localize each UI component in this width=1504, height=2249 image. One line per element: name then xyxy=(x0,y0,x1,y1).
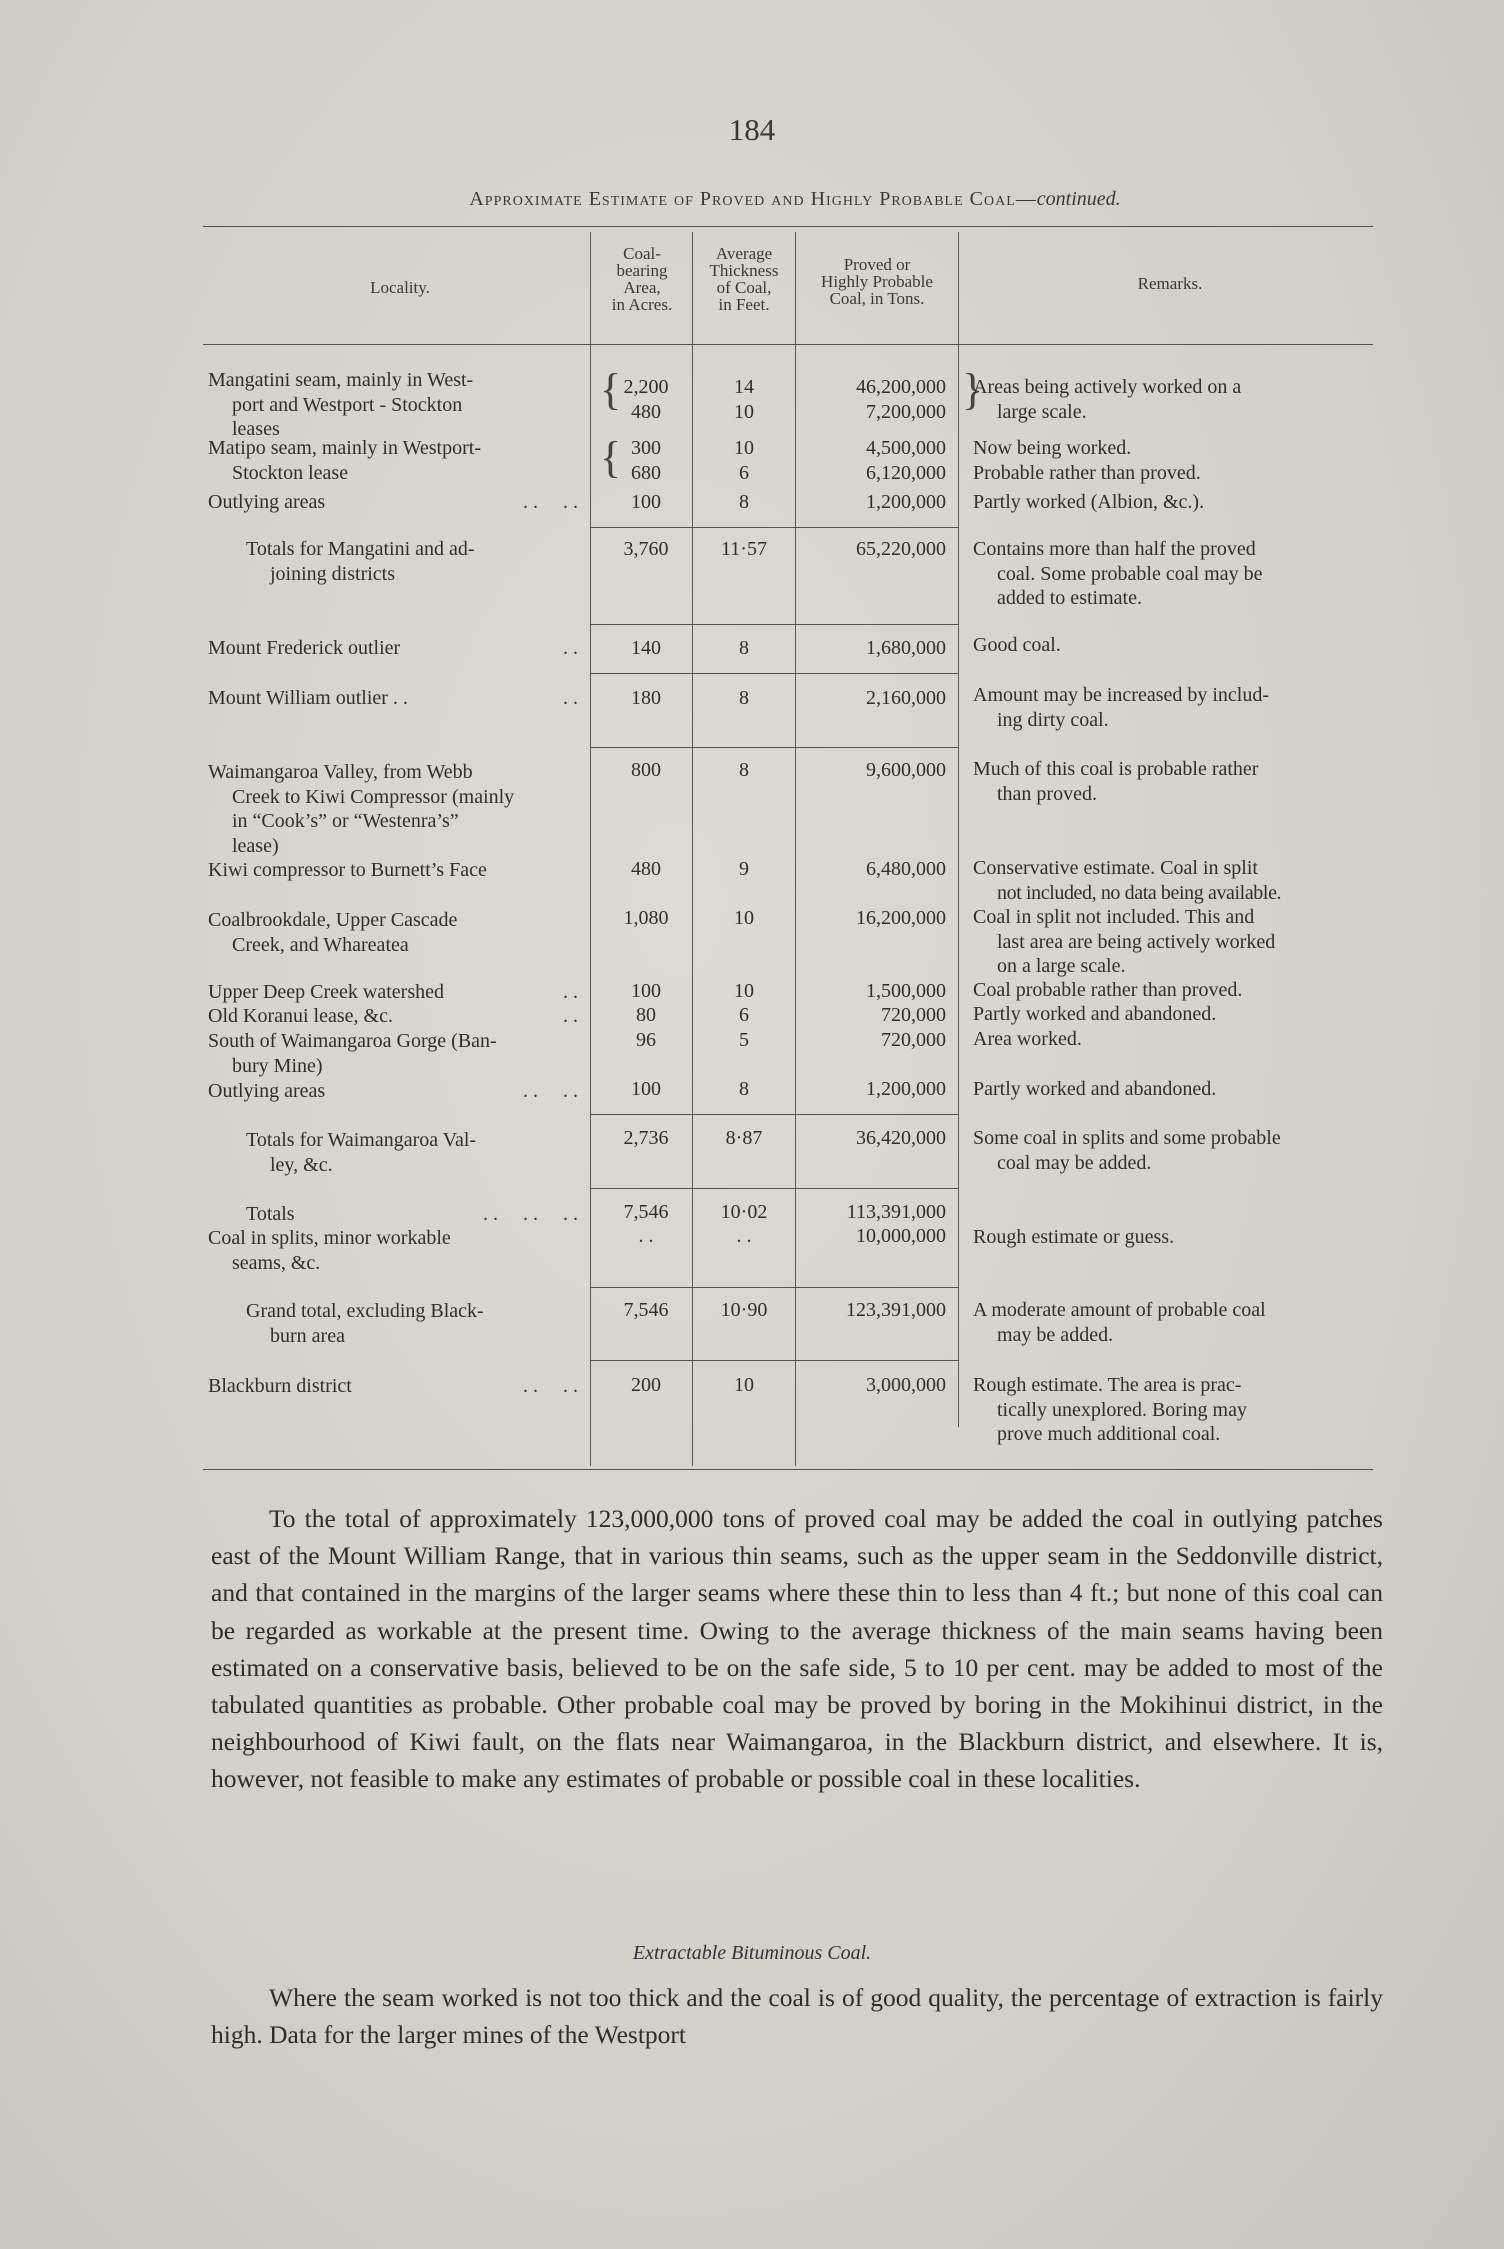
locality-line: Totals xyxy=(246,1203,295,1225)
remarks-line: last area are being actively worked xyxy=(997,930,1276,953)
page-number: 184 xyxy=(728,112,776,147)
area-value: 480 xyxy=(631,400,661,423)
row-deepcreek-thickness: 10 xyxy=(734,980,754,1002)
locality-line: Grand total, excluding Black- xyxy=(246,1300,484,1322)
leader-dots: . . . . xyxy=(523,1080,578,1102)
section-subheading: Extractable Bituminous Coal. xyxy=(632,1942,872,1964)
remarks-line: coal may be added. xyxy=(997,1151,1152,1174)
locality-line: Creek to Kiwi Compressor (mainly xyxy=(232,785,515,808)
rule-frederick-top xyxy=(590,624,958,625)
row-splits-tons: 10,000,000 xyxy=(856,1225,946,1247)
thickness-value: 10 xyxy=(734,400,754,423)
row-deepcreek-locality xyxy=(208,980,578,1005)
row-blackburn-tons: 3,000,000 xyxy=(866,1374,946,1396)
row-william-tons: 2,160,000 xyxy=(866,687,946,709)
table-bottom-rule xyxy=(203,1469,1373,1470)
row-deepcreek-tons: 1,500,000 xyxy=(866,980,946,1002)
remarks-line: Now being worked. xyxy=(973,437,1132,459)
row-totals-waimangaroa-remarks xyxy=(973,1126,1383,1175)
row-matipo-thickness xyxy=(696,436,792,485)
locality-line: joining districts xyxy=(270,562,395,585)
row-koranui-area: 80 xyxy=(636,1004,656,1026)
locality-line: burn area xyxy=(270,1324,345,1347)
row-gorge-area: 96 xyxy=(636,1029,656,1051)
header-thickness-line: Thickness xyxy=(709,261,779,280)
leader-dots: . . xyxy=(563,981,578,1003)
remarks-line: tically unexplored. Boring may xyxy=(997,1398,1247,1421)
area-value: 680 xyxy=(631,461,661,484)
remarks-line: Amount may be increased by includ- xyxy=(973,684,1270,706)
remarks-line: than proved. xyxy=(997,782,1097,805)
remarks-line: Probable rather than proved. xyxy=(973,461,1201,484)
row-deepcreek-remarks: Coal probable rather than proved. xyxy=(973,979,1243,1001)
row-outlying2-area: 100 xyxy=(631,1078,661,1100)
remarks-line: Rough estimate. The area is prac- xyxy=(973,1374,1242,1396)
row-koranui-remarks: Partly worked and abandoned. xyxy=(973,1003,1217,1025)
row-totals-locality xyxy=(246,1202,578,1227)
row-kiwi-tons: 6,480,000 xyxy=(866,858,946,880)
table-title xyxy=(200,188,1390,211)
header-tons-line: Proved or xyxy=(843,255,911,274)
locality-line: Creek, and Whareatea xyxy=(232,933,409,956)
row-grand-locality xyxy=(246,1299,581,1348)
rule-totals-waimangaroa xyxy=(590,1114,958,1115)
thickness-value: 6 xyxy=(739,461,749,484)
row-mangatini-thickness xyxy=(696,375,792,424)
row-frederick-thickness: 8 xyxy=(739,637,749,659)
thickness-value: 10 xyxy=(734,437,754,459)
locality-line: Stockton lease xyxy=(232,461,349,484)
row-koranui-tons: 720,000 xyxy=(881,1004,946,1026)
area-value: 300 xyxy=(631,437,661,459)
body-paragraph-1 xyxy=(211,1500,1383,1798)
row-kiwi-locality: Kiwi compressor to Burnett’s Face xyxy=(208,859,487,881)
row-grand-area: 7,546 xyxy=(623,1299,669,1321)
row-outlying2-locality xyxy=(208,1079,578,1104)
leader-dots: . . xyxy=(563,687,578,709)
header-thickness-line: Average xyxy=(715,244,773,263)
row-kiwi-thickness: 9 xyxy=(739,858,749,880)
tons-value: 46,200,000 xyxy=(856,376,946,398)
rule-william-bottom xyxy=(590,747,958,748)
row-coalbrookdale-area: 1,080 xyxy=(623,907,669,929)
locality-line: ley, &c. xyxy=(270,1153,333,1176)
row-splits-thickness: . . xyxy=(736,1225,752,1247)
row-mangatini-locality xyxy=(208,368,578,442)
row-gorge-tons: 720,000 xyxy=(881,1029,946,1051)
row-totals-tons: 113,391,000 xyxy=(846,1201,946,1223)
row-coalbrookdale-tons: 16,200,000 xyxy=(856,907,946,929)
row-totals-mangatini-thickness: 11·57 xyxy=(721,538,767,560)
header-thickness-line: in Feet. xyxy=(718,295,770,314)
rule-frederick-bottom xyxy=(590,673,958,674)
row-grand-thickness: 10·90 xyxy=(720,1299,768,1321)
rule-totals-waimangaroa-bottom xyxy=(590,1188,958,1189)
tons-value: 6,120,000 xyxy=(866,461,946,484)
row-william-remarks xyxy=(973,683,1383,732)
row-totals-mangatini-tons: 65,220,000 xyxy=(856,538,946,560)
locality-line: Upper Deep Creek watershed xyxy=(208,981,445,1003)
locality-line: port and Westport - Stockton xyxy=(232,393,463,416)
row-mangatini-tons xyxy=(796,375,946,424)
row-totals-area: 7,546 xyxy=(623,1201,669,1223)
row-kiwi-remarks xyxy=(973,856,1383,905)
locality-line: Totals for Mangatini and ad- xyxy=(246,538,475,560)
remarks-line: large scale. xyxy=(997,400,1087,423)
row-coalbrookdale-thickness: 10 xyxy=(734,907,754,929)
leader-dots: . . . . . . xyxy=(483,1203,578,1225)
row-splits-remarks: Rough estimate or guess. xyxy=(973,1226,1175,1248)
row-blackburn-area: 200 xyxy=(631,1374,661,1396)
locality-line: bury Mine) xyxy=(232,1054,323,1077)
row-totals-mangatini-area: 3,760 xyxy=(623,538,669,560)
row-waimangaroa-remarks xyxy=(973,757,1383,806)
row-koranui-thickness: 6 xyxy=(739,1004,749,1026)
header-area xyxy=(592,245,692,313)
row-koranui-locality xyxy=(208,1004,578,1029)
table-title-main: Approximate Estimate of Proved and Highly Probable Coal— xyxy=(469,188,1037,210)
row-waimangaroa-locality xyxy=(208,760,578,858)
remarks-line: Contains more than half the proved xyxy=(973,538,1256,560)
tons-value: 7,200,000 xyxy=(866,400,946,423)
paragraph-text: To the total of approximately 123,000,000 tons of proved coal may be added the coal in outlying patches east of the Mount William Range, that in various thin seams, such as the upper seam in the Seddonville district, and that contained in the margins of the larger seams where these thin to less than 4 ft.; but none of this coal can be regarded as workable at the present time. Owing to the average thickness of the main seams having been estimated on a conservative basis, believed to be on the safe side, 5 to 10 per cent. may be added to most of the tabulated quantities as probable. Other probable coal may be proved by boring in the Mokihinui district, in the neighbourhood of Kiwi fault, on the flats near Waimangaroa, in the Blackburn district, and elsewhere. It is, however, not feasible to make any estimates of probable or possible coal in these localities. xyxy=(211,1504,1383,1794)
row-waimangaroa-area: 800 xyxy=(631,759,661,781)
locality-line: Coal in splits, minor workable xyxy=(208,1227,451,1249)
row-totals-mangatini-remarks xyxy=(973,537,1383,611)
row-totals-mangatini-locality xyxy=(246,537,581,586)
rule-totals-mangatini xyxy=(590,527,958,528)
brace-matipo: { xyxy=(600,433,622,482)
row-frederick-remarks: Good coal. xyxy=(973,634,1061,656)
header-tons-line: Coal, in Tons. xyxy=(829,289,925,308)
locality-line: Mount Frederick outlier xyxy=(208,637,401,659)
header-locality: Locality. xyxy=(370,278,430,297)
row-waimangaroa-thickness: 8 xyxy=(739,759,749,781)
remarks-line: not included, no data being available. xyxy=(997,881,1282,904)
row-totals-waimangaroa-area: 2,736 xyxy=(623,1127,669,1149)
row-grand-tons: 123,391,000 xyxy=(846,1299,946,1321)
locality-line: in “Cook’s” or “Westenra’s” xyxy=(232,810,459,832)
col-divider-1 xyxy=(590,232,591,1466)
row-mangatini-remarks xyxy=(973,375,1383,424)
row-waimangaroa-tons: 9,600,000 xyxy=(866,759,946,781)
leader-dots: . . . . xyxy=(523,491,578,513)
remarks-line: A moderate amount of probable coal xyxy=(973,1299,1266,1321)
header-area-line: Coal- xyxy=(623,244,661,263)
row-grand-remarks xyxy=(973,1298,1383,1347)
row-blackburn-thickness: 10 xyxy=(734,1374,754,1396)
header-area-line: bearing xyxy=(616,261,668,280)
locality-line: Totals for Waimangaroa Val- xyxy=(246,1129,477,1151)
leader-dots: . . xyxy=(563,637,578,659)
body-paragraph-2 xyxy=(211,1979,1383,2053)
row-blackburn-locality xyxy=(208,1374,578,1399)
row-outlying1-tons: 1,200,000 xyxy=(866,491,946,513)
rule-grand-bottom xyxy=(590,1360,958,1361)
row-splits-locality xyxy=(208,1226,578,1275)
locality-line: Waimangaroa Valley, from Webb xyxy=(208,761,473,783)
remarks-line: on a large scale. xyxy=(997,955,1126,977)
locality-line: Old Koranui lease, &c. xyxy=(208,1005,393,1027)
row-outlying2-remarks: Partly worked and abandoned. xyxy=(973,1078,1217,1100)
thickness-value: 14 xyxy=(734,376,754,398)
row-william-area: 180 xyxy=(631,687,661,709)
leader-dots: . . xyxy=(563,1005,578,1027)
remarks-line: Coal in split not included. This and xyxy=(973,906,1255,928)
brace-mangatini-remarks: } xyxy=(962,365,984,414)
row-frederick-tons: 1,680,000 xyxy=(866,637,946,659)
row-matipo-remarks xyxy=(973,436,1383,485)
row-matipo-area xyxy=(596,433,696,485)
row-splits-area: . . xyxy=(638,1225,654,1247)
brace-mangatini: { xyxy=(600,365,622,414)
header-thickness-line: of Coal, xyxy=(716,278,772,297)
row-outlying1-area: 100 xyxy=(631,491,661,513)
col-divider-4 xyxy=(958,232,959,1427)
row-outlying2-tons: 1,200,000 xyxy=(866,1078,946,1100)
row-william-locality xyxy=(208,686,578,711)
row-coalbrookdale-locality xyxy=(208,908,578,957)
locality-line: Outlying areas xyxy=(208,491,326,513)
row-totals-waimangaroa-locality xyxy=(246,1128,581,1177)
row-frederick-area: 140 xyxy=(631,637,661,659)
locality-line: leases xyxy=(232,418,280,440)
locality-line: South of Waimangaroa Gorge (Ban- xyxy=(208,1030,497,1052)
remarks-line: prove much additional coal. xyxy=(997,1423,1221,1445)
row-coalbrookdale-remarks xyxy=(973,905,1383,979)
locality-line: lease) xyxy=(232,834,279,857)
area-value: 2,200 xyxy=(623,376,669,398)
remarks-line: Areas being actively worked on a xyxy=(973,376,1242,398)
table-title-continued: continued. xyxy=(1036,188,1121,210)
row-gorge-locality xyxy=(208,1029,578,1078)
row-totals-waimangaroa-thickness: 8·87 xyxy=(725,1127,763,1149)
header-thickness xyxy=(693,245,795,313)
locality-line: Matipo seam, mainly in Westport- xyxy=(208,437,481,459)
remarks-line: added to estimate. xyxy=(997,587,1142,609)
row-gorge-thickness: 5 xyxy=(739,1029,749,1051)
remarks-line: Some coal in splits and some probable xyxy=(973,1127,1281,1149)
locality-line: Blackburn district xyxy=(208,1375,352,1397)
locality-line: Mount William outlier . . xyxy=(208,687,408,709)
locality-line: Coalbrookdale, Upper Cascade xyxy=(208,909,458,931)
row-totals-waimangaroa-tons: 36,420,000 xyxy=(856,1127,946,1149)
rule-grand-top xyxy=(590,1287,958,1288)
row-outlying1-remarks: Partly worked (Albion, &c.). xyxy=(973,491,1205,513)
header-tons-line: Highly Probable xyxy=(821,272,933,291)
header-bottom-rule xyxy=(203,344,1373,345)
header-tons xyxy=(796,256,958,307)
remarks-line: coal. Some probable coal may be xyxy=(997,562,1263,585)
remarks-line: Conservative estimate. Coal in split xyxy=(973,857,1258,879)
row-outlying2-thickness: 8 xyxy=(739,1078,749,1100)
header-remarks: Remarks. xyxy=(1137,274,1203,293)
row-mangatini-area xyxy=(596,375,696,424)
row-matipo-tons xyxy=(796,436,946,485)
locality-line: Mangatini seam, mainly in West- xyxy=(208,369,474,391)
paragraph-text: Where the seam worked is not too thick and the coal is of good quality, the percentage of extraction is fairly high. Data for the larger mines of the Westport xyxy=(211,1983,1383,2050)
locality-line: Outlying areas xyxy=(208,1080,326,1102)
leader-dots: . . . . xyxy=(523,1375,578,1397)
row-outlying1-locality xyxy=(208,490,578,515)
row-gorge-remarks: Area worked. xyxy=(973,1028,1082,1050)
remarks-line: Much of this coal is probable rather xyxy=(973,758,1259,780)
row-frederick-locality xyxy=(208,636,578,661)
row-blackburn-remarks xyxy=(973,1373,1383,1447)
header-area-line: Area, xyxy=(623,278,661,297)
header-area-line: in Acres. xyxy=(611,295,673,314)
locality-line: seams, &c. xyxy=(232,1251,321,1274)
row-kiwi-area: 480 xyxy=(631,858,661,880)
row-totals-thickness: 10·02 xyxy=(720,1201,768,1223)
row-william-thickness: 8 xyxy=(739,687,749,709)
row-outlying1-thickness: 8 xyxy=(739,491,749,513)
remarks-line: may be added. xyxy=(997,1323,1114,1346)
remarks-line: ing dirty coal. xyxy=(997,708,1109,731)
table-top-rule xyxy=(203,226,1373,227)
row-deepcreek-area: 100 xyxy=(631,980,661,1002)
row-matipo-locality xyxy=(208,436,578,485)
tons-value: 4,500,000 xyxy=(866,437,946,459)
